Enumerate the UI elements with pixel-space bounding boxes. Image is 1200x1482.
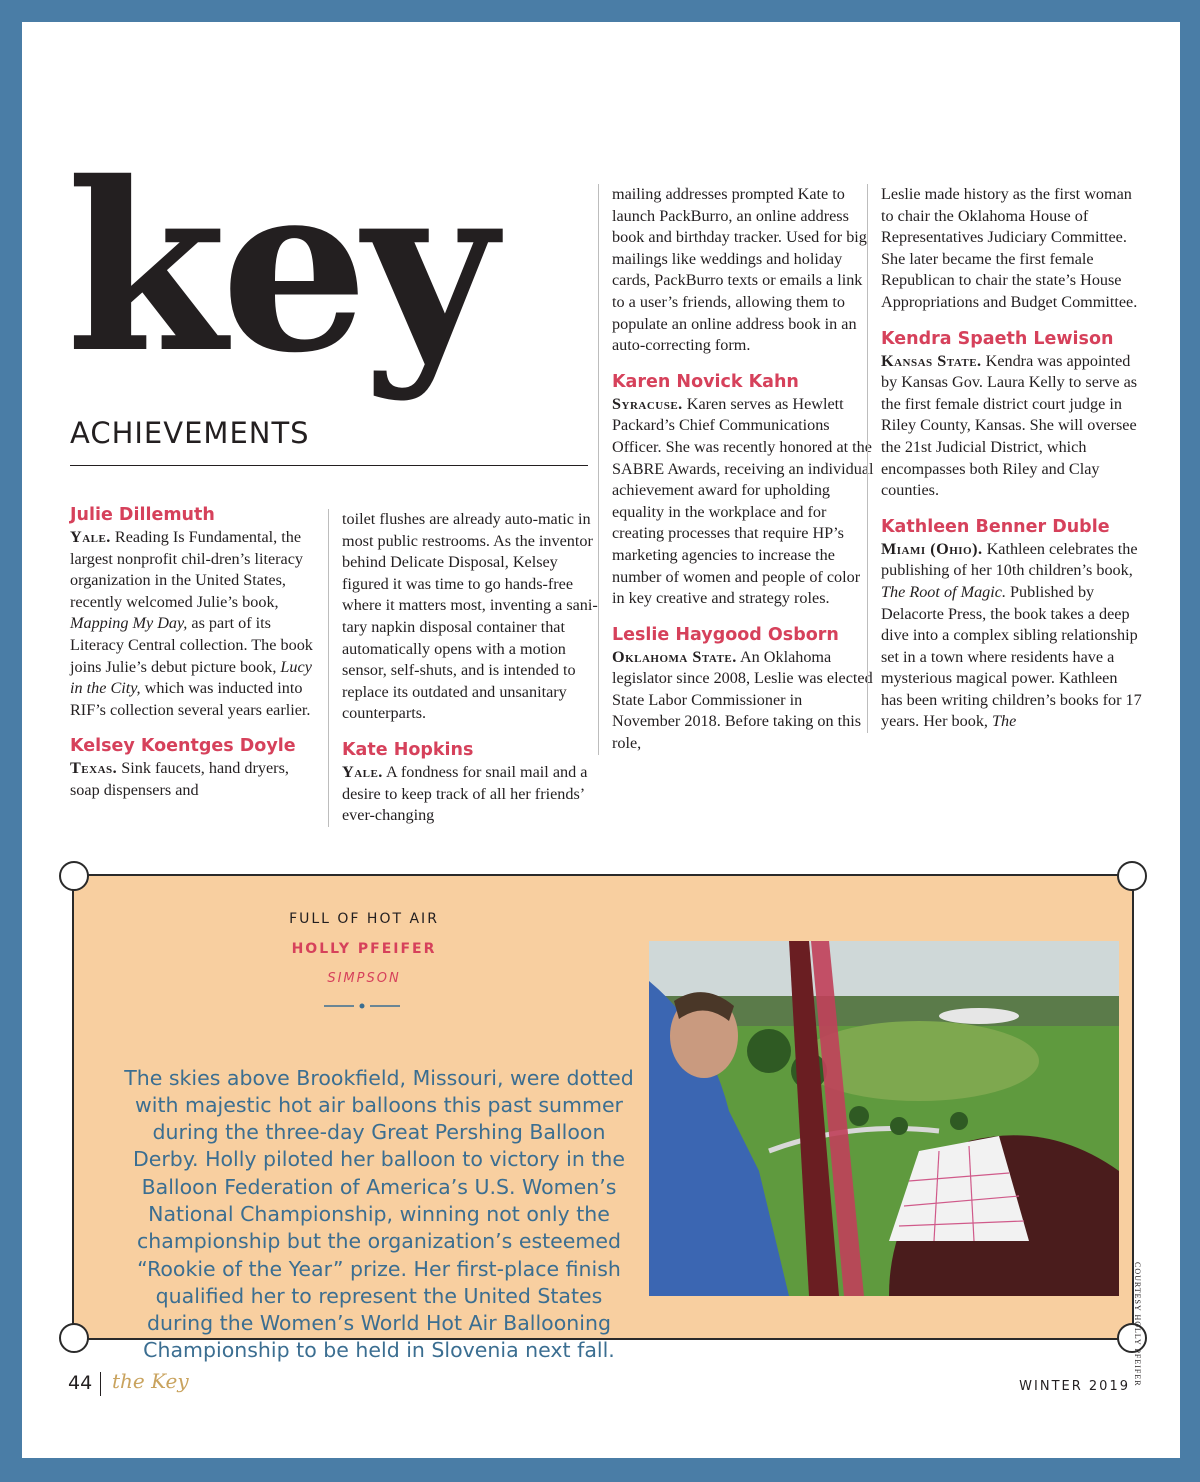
entry-text: toilet flushes are already auto-matic in most public restrooms. As the inventor behind Delicate Disposal, Kelsey figured it was time to go hands-free where it matters most, inventing a sani-tary napkin disposal container that automatically opens with a motion sensor, self-shuts, and is intended to replace its outdated and unsanitary counterparts. [342,510,598,723]
feature-school: SIMPSON [327,971,401,986]
book-title: The Root of Magic. [881,582,1006,601]
feature-kicker: FULL OF HOT AIR [289,911,439,927]
text-run: An Oklahoma legislator since 2008, Leslie was elected State Labor Commissioner in November 2018. Before taking on this role, [612,647,873,753]
corner-notch [59,861,89,891]
continued-entry [612,184,874,357]
achievement-entry [612,371,874,610]
corner-notch [1117,1323,1147,1353]
alumna-name: Kathleen Benner Duble [881,516,1110,537]
feature-box [72,874,1134,1363]
entry-text [342,762,598,827]
entry-text [612,647,874,755]
alumna-name: Leslie Haygood Osborn [612,624,839,645]
entry-text: Leslie made history as the first woman to chair the Oklahoma House of Representatives Judiciary Committee. She later became the first female Republican to chair the state’s House Appropriations and Budget Committee. [881,185,1138,311]
school-name: Kansas State. [881,351,982,370]
continued-entry [881,184,1143,314]
text-run: A fondness for snail mail and a desire to keep track of all her friends’ ever-changing [342,762,588,825]
book-title: Lucy in the City, [70,657,312,698]
ornament-divider [324,1000,400,1012]
school-name: Texas. [70,759,118,778]
section-title: key [66,131,492,404]
achievement-entry [342,739,598,827]
feature-name: HOLLY PFEIFER [291,941,437,957]
corner-notch [59,1323,89,1353]
school-name: Syracuse. [612,394,683,413]
text-run: which was inducted into RIF’s collection several years earlier. [70,679,311,719]
text-run: Sink faucets, hand dryers, soap dispensers and [70,759,289,799]
column-1 [70,504,320,802]
balloon-photo [649,941,1119,1296]
column-2 [328,509,598,827]
title-rule [70,465,588,466]
achievement-entry [70,504,320,721]
text-run: Karen serves as Hewlett Packard’s Chief Communications Officer. She was recently honored at the SABRE Awards, receiving an individual achievement award for upholding equality in the workplace and for creating processes that require HP’s marketing agencies to increase the number of women and people of color in key creative and strategy roles. [612,394,874,608]
feature-body: The skies above Brookfield, Missouri, were dotted with majestic hot air balloons this past summer during the three-day Great Pershing Balloon Derby. Holly piloted her balloon to victory in the Balloon Federation of America’s U.S. Women’s National Championship, winning not only the championship but the organization’s esteemed “Rookie of the Year” prize. Her first-place finish qualified her to represent the United States during the Women’s World Hot Air Ballooning Championship to be held in Slovenia next fall. [124,1065,634,1363]
alumna-name: Kendra Spaeth Lewison [881,328,1114,349]
book-title: The [992,712,1017,731]
section-subtitle: ACHIEVEMENTS [70,416,310,450]
achievement-entry [70,735,320,801]
text-run: Kendra was appointed by Kansas Gov. Laura Kelly to serve as the first female district court judge in Riley County, Kansas. She will oversee the 21st Judicial District, which encompasses both Riley and Clay counties. [881,351,1138,500]
footer-divider [100,1372,101,1396]
entry-text: mailing addresses prompted Kate to launch PackBurro, an online address book and birthday tracker. Used for big mailings like weddings and holiday cards, PackBurro texts or emails a link to a user’s friends, allowing them to populate an online address book in an auto-correcting form. [612,185,867,355]
continued-entry [342,509,598,725]
achievement-entry [612,624,874,755]
alumna-name: Kelsey Koentges Doyle [70,736,296,757]
issue-date: WINTER 2019 [1019,1379,1130,1394]
alumna-name: Julie Dillemuth [70,505,215,525]
alumna-name: Karen Novick Kahn [612,371,799,392]
text-run: Reading Is Fundamental, the largest nonprofit chil-dren’s literacy organization in the United States, recently welcomed Julie’s book, [70,528,303,611]
entry-text [881,351,1143,502]
photo-credit: COURTESY HOLLY PFEIFER [1133,1262,1142,1387]
school-name: Oklahoma State. [612,647,737,666]
text-run: as part of its Literacy Central collection. The book joins Julie’s debut picture book, [70,614,313,676]
school-name: Yale. [342,762,383,781]
alumna-name: Kate Hopkins [342,739,474,760]
entry-text [881,539,1143,733]
entry-text [612,394,874,610]
school-name: Miami (Ohio). [881,539,983,558]
magazine-page [22,22,1180,1458]
column-4 [867,184,1143,733]
achievement-entry [881,516,1143,733]
school-name: Yale. [70,528,111,546]
magazine-logo: the Key [112,1369,189,1393]
text-run: Published by Delacorte Press, the book takes a deep dive into a complex sibling relationship set in a town where residents have a mysterious magical power. Kathleen has been writing children’s books for 17 years. Her book, [881,582,1142,731]
entry-text [70,527,320,721]
achievement-entry [881,328,1143,502]
corner-notch [1117,861,1147,891]
page-number: 44 [68,1372,93,1394]
column-3 [598,184,874,755]
entry-text [70,758,320,801]
text-run: Kathleen celebrates the publishing of her 10th children’s book, [881,539,1138,580]
book-title: Mapping My Day, [70,614,188,633]
